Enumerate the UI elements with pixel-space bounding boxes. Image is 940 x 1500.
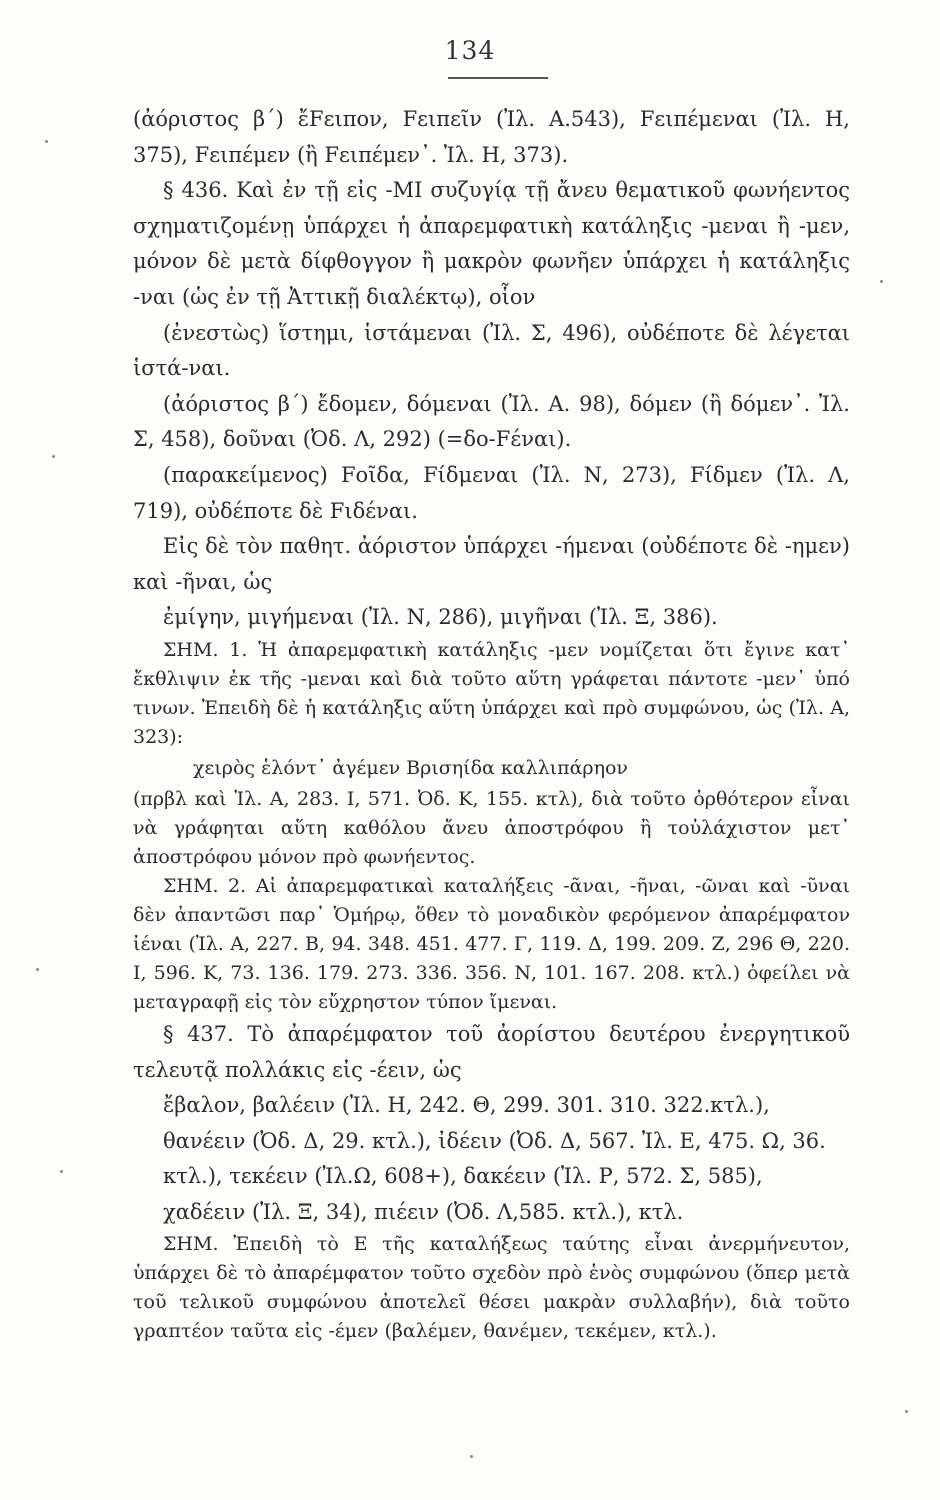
paragraph-aorist-eipon: (ἀόριστος β΄) ἔFειπον, Fειπεῖν (Ἰλ. Α.543), Fειπέμεναι (Ἰλ. Η, 375), Fειπέμεν (ἢ Fειπέμεν᾽. Ἰλ. Η, 373). — [133, 107, 850, 167]
paper-speck — [60, 1170, 63, 1173]
note-1-continued: (πρβλ καὶ Ἰλ. Α, 283. Ι, 571. Ὀδ. Κ, 155. κτλ), διὰ τοῦτο ὀρθότερον εἶναι νὰ γράφηται αὕτη καθόλου ἄνευ ἀποστρόφου ἢ τοὐλάχιστον μετ᾽ ἀποστρόφου μόνον πρὸ φωνήεντος. — [133, 787, 850, 868]
page-number: 134 — [444, 36, 496, 65]
body-text — [133, 102, 850, 1346]
paragraph-passive-aorist: Εἰς δὲ τὸν παθητ. ἀόριστον ὑπάρχει -ήμεναι (οὐδέποτε δὲ -ημεν) καὶ -ῆναι, ὡς — [133, 534, 850, 594]
example-ebalon: ἔβαλον, βαλέειν (Ἰλ. Η, 242. Θ, 299. 301. 310. 322.κτλ.), θανέειν (Ὀδ. Δ, 29. κτλ.), ἰδέειν (Ὀδ. Δ, 567. Ἰλ. Ε, 475. Ω, 36. κτλ.), τεκέειν (Ἰλ.Ω, 608+), δακέειν (Ἰλ. Ρ, 572. Σ, 585), χαδέειν (Ἰλ. Ξ, 34), πιέειν (Ὀδ. Λ,585. κτλ.), κτλ. — [163, 1093, 826, 1224]
paper-speck — [470, 1455, 473, 1458]
note-3: ΣΗΜ. Ἐπειδὴ τὸ Ε τῆς καταλήξεως ταύτης εἶναι ἀνερμήνευτον, ὑπάρχει δὲ τὸ ἀπαρέμφατον τοῦτο σχεδὸν πρὸ ἑνὸς συμφώνου (ὅπερ μετὰ τοῦ τελικοῦ συμφώνου ἀποτελεῖ θέσει μακρὰν συλλαβήν), διὰ τοῦτο γραπτέον ταῦτα εἰς -έμεν (βαλέμεν, θανέμεν, τεκέμεν, κτλ.). — [133, 1233, 850, 1343]
paragraph-aorist-domen: (ἀόριστος β΄) ἔδομεν, δόμεναι (Ἰλ. Α. 98), δόμεν (ἢ δόμεν᾽. Ἰλ. Σ, 458), δοῦναι (Ὀδ. Λ, 292) (=δο-Fέναι). — [133, 391, 850, 452]
paper-speck — [880, 280, 883, 283]
paragraph-436: § 436. Καὶ ἐν τῇ εἰς -ΜΙ συζυγίᾳ τῇ ἄνευ θεματικοῦ φωνήεντος σχηματιζομένῃ ὑπάρχει ἡ ἀπαρεμφατικὴ κατάληξις -μεναι ἢ -μεν, μόνον δὲ μετὰ δίφθογγον ἢ μακρὸν φωνῆεν ὑπάρχει ἡ κατάληξις -ναι (ὡς ἐν τῇ Ἀττικῇ διαλέκτῳ), οἷον — [133, 178, 850, 309]
note-1: ΣΗΜ. 1. Ἡ ἀπαρεμφατικὴ κατάληξις -μεν νομίζεται ὅτι ἔγινε κατ᾽ ἔκθλιψιν ἐκ τῆς -μεναι καὶ διὰ τοῦτο αὕτη γράφεται πάντοτε -μεν᾽ ὑπό τινων. Ἐπειδὴ δὲ ἡ κατάληξις αὕτη ὑπάρχει καὶ πρὸ συμφώνου, ὡς (Ἰλ. Α, 323): — [133, 638, 850, 748]
example-emigen: ἐμίγην, μιγήμεναι (Ἰλ. Ν, 286), μιγῆναι (Ἰλ. Ξ, 386). — [163, 605, 718, 630]
paragraph-parakeimenos: (παρακείμενος) Fοῖδα, Fίδμεναι (Ἰλ. Ν, 273), Fίδμεν (Ἰλ. Λ, 719), οὐδέποτε δὲ Fιδέναι. — [133, 462, 850, 523]
paragraph-437: § 437. Τὸ ἀπαρέμφατον τοῦ ἀορίστου δευτέρου ἐνεργητικοῦ τελευτᾷ πολλάκις εἰς -έειν, ὡς — [133, 1021, 850, 1082]
paper-speck — [45, 140, 48, 143]
paper-speck — [36, 968, 39, 971]
note-2: ΣΗΜ. 2. Αἱ ἀπαρεμφατικαὶ καταλήξεις -ᾶναι, -ῆναι, -ῶναι καὶ -ῦναι δὲν ἀπαντῶσι παρ᾽ Ὁμήρῳ, ὅθεν τὸ μοναδικὸν φερόμενον ἀπαρέμφατον ἰέναι (Ἰλ. Α, 227. Β, 94. 348. 451. 477. Γ, 119. Δ, 199. 209. Ζ, 296 Θ, 220. Ι, 596. Κ, 73. 136. 179. 273. 336. 356. Ν, 101. 167. 208. κτλ.) ὀφείλει νὰ μεταγραφῇ εἰς τὸν εὔχρηστον τύπον ἴμεναι. — [133, 874, 850, 1013]
page-number-rule — [448, 77, 548, 79]
note-1-verse: χειρὸς ἑλόντ᾽ ἀγέμεν Βρισηίδα καλλιπάρηον — [193, 756, 628, 779]
paper-speck — [905, 1410, 908, 1413]
paragraph-enestos: (ἐνεστὼς) ἵστημι, ἱστάμεναι (Ἰλ. Σ, 496), οὐδέποτε δὲ λέγεται ἱστά-ναι. — [133, 320, 850, 381]
paper-speck — [52, 455, 55, 458]
